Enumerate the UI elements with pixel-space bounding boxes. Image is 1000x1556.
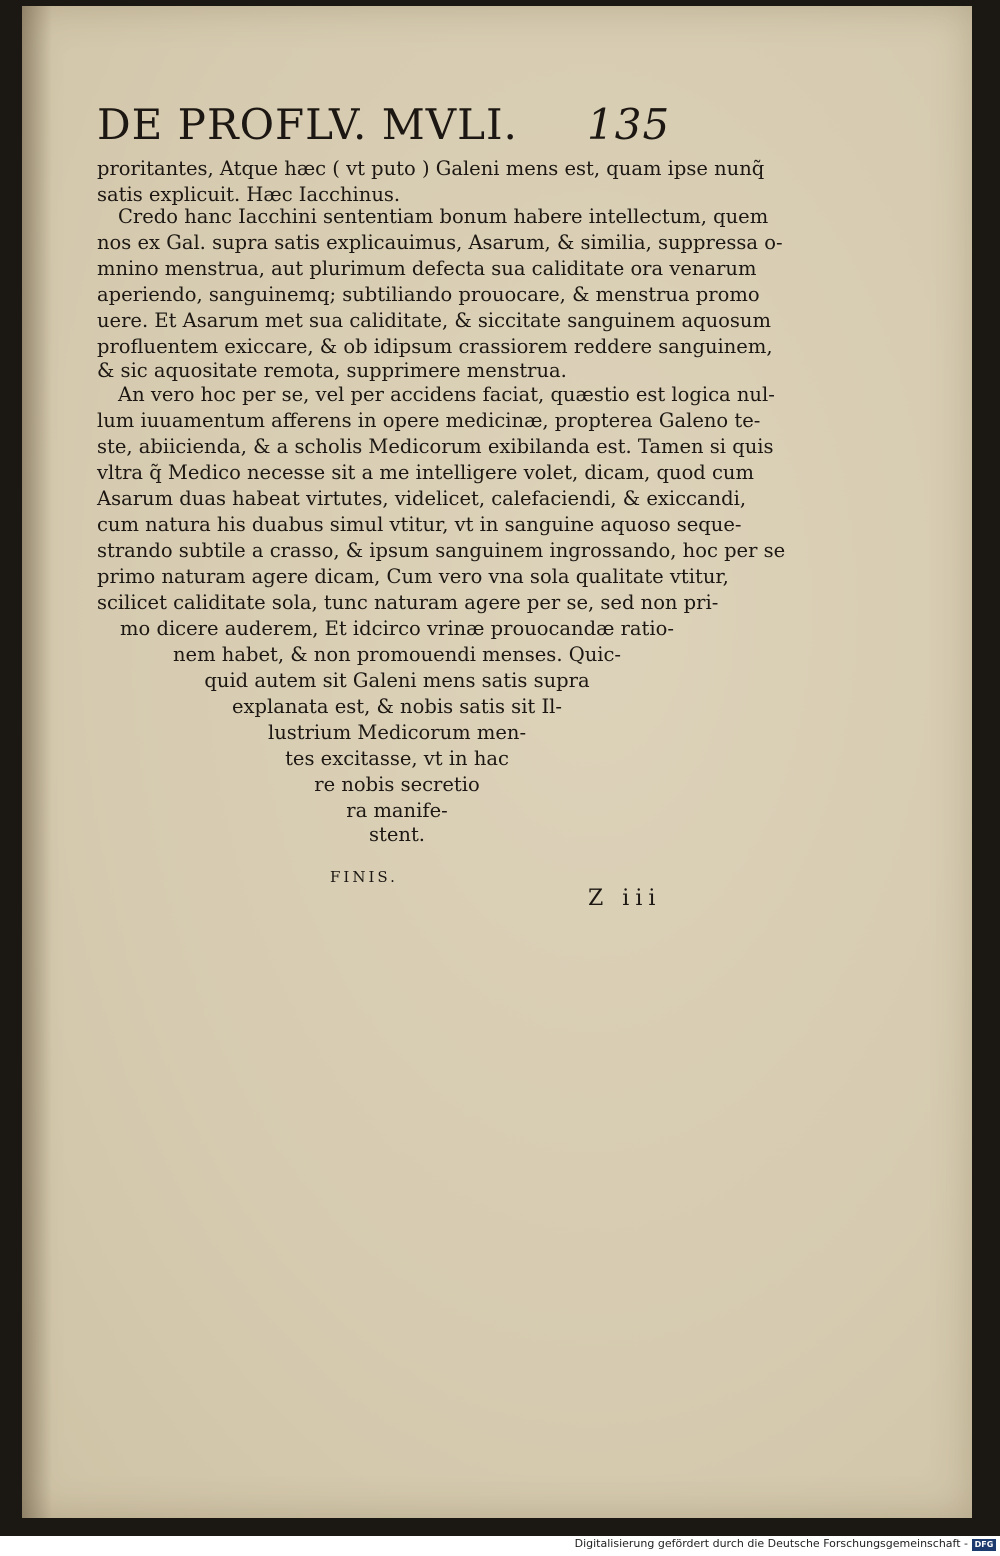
body-line: satis explicuit. Hæc Iacchinus. xyxy=(97,183,401,206)
body-line: nos ex Gal. supra satis explicauimus, Asarum, & similia, suppressa o- xyxy=(97,231,783,254)
body-line: & sic aquositate remota, supprimere menstrua. xyxy=(97,359,567,382)
body-line: primo naturam agere dicam, Cum vero vna sola qualitate vtitur, xyxy=(97,565,729,588)
body-line: Asarum duas habeat virtutes, videlicet, calefaciendi, & exiccandi, xyxy=(97,487,747,510)
body-line: mo dicere auderem, Et idcirco vrinæ prouocandæ ratio- xyxy=(120,617,674,640)
body-line: proritantes, Atque hæc ( vt puto ) Galeni mens est, quam ipse nunq̃ xyxy=(97,157,765,180)
digitization-footer xyxy=(0,1536,1000,1556)
dfg-logo: DFG xyxy=(972,1539,996,1551)
body-line: profluentem exiccare, & ob idipsum crassiorem reddere sanguinem, xyxy=(97,335,773,358)
body-line: quid autem sit Galeni mens satis supra xyxy=(204,669,590,692)
body-line: ra manife- xyxy=(346,799,448,822)
body-line: stent. xyxy=(369,823,425,846)
finis-mark: FINIS. xyxy=(330,868,398,886)
body-line: ste, abiicienda, & a scholis Medicorum exibilanda est. Tamen si quis xyxy=(97,435,774,458)
body-line: explanata est, & nobis satis sit Il- xyxy=(231,695,562,718)
body-line: strando subtile a crasso, & ipsum sanguinem ingrossando, hoc per se xyxy=(97,539,786,562)
body-line: aperiendo, sanguinemq; subtiliando prouocare, & menstrua promo xyxy=(97,283,760,306)
body-line: lustrium Medicorum men- xyxy=(267,721,527,744)
body-line: Credo hanc Iacchini sententiam bonum habere intellectum, quem xyxy=(118,205,769,228)
body-line: cum natura his duabus simul vtitur, vt in sanguine aquoso seque- xyxy=(97,513,742,536)
body-line: An vero hoc per se, vel per accidens faciat, quæstio est logica nul- xyxy=(118,383,775,406)
body-line: nem habet, & non promouendi menses. Quic- xyxy=(172,643,622,666)
body-line: vltra q̃ Medico necesse sit a me intelligere volet, dicam, quod cum xyxy=(97,461,754,484)
footer-credit: Digitalisierung gefördert durch die Deutsche Forschungsgemeinschaft - xyxy=(574,1537,968,1550)
body-line: scilicet caliditate sola, tunc naturam agere per se, sed non pri- xyxy=(97,591,719,614)
signature-mark: Z iii xyxy=(588,886,662,911)
body-line: re nobis secretio xyxy=(314,773,480,796)
running-head-title: DE PROFLV. MVLI. xyxy=(97,100,518,149)
body-line: lum iuuamentum afferens in opere medicinæ, propterea Galeno te- xyxy=(97,409,761,432)
body-line: mnino menstrua, aut plurimum defecta sua caliditate ora venarum xyxy=(97,257,757,280)
body-line: uere. Et Asarum met sua caliditate, & siccitate sanguinem aquosum xyxy=(97,309,771,332)
body-line: tes excitasse, vt in hac xyxy=(285,747,509,770)
folio-number: 135 xyxy=(587,100,671,149)
